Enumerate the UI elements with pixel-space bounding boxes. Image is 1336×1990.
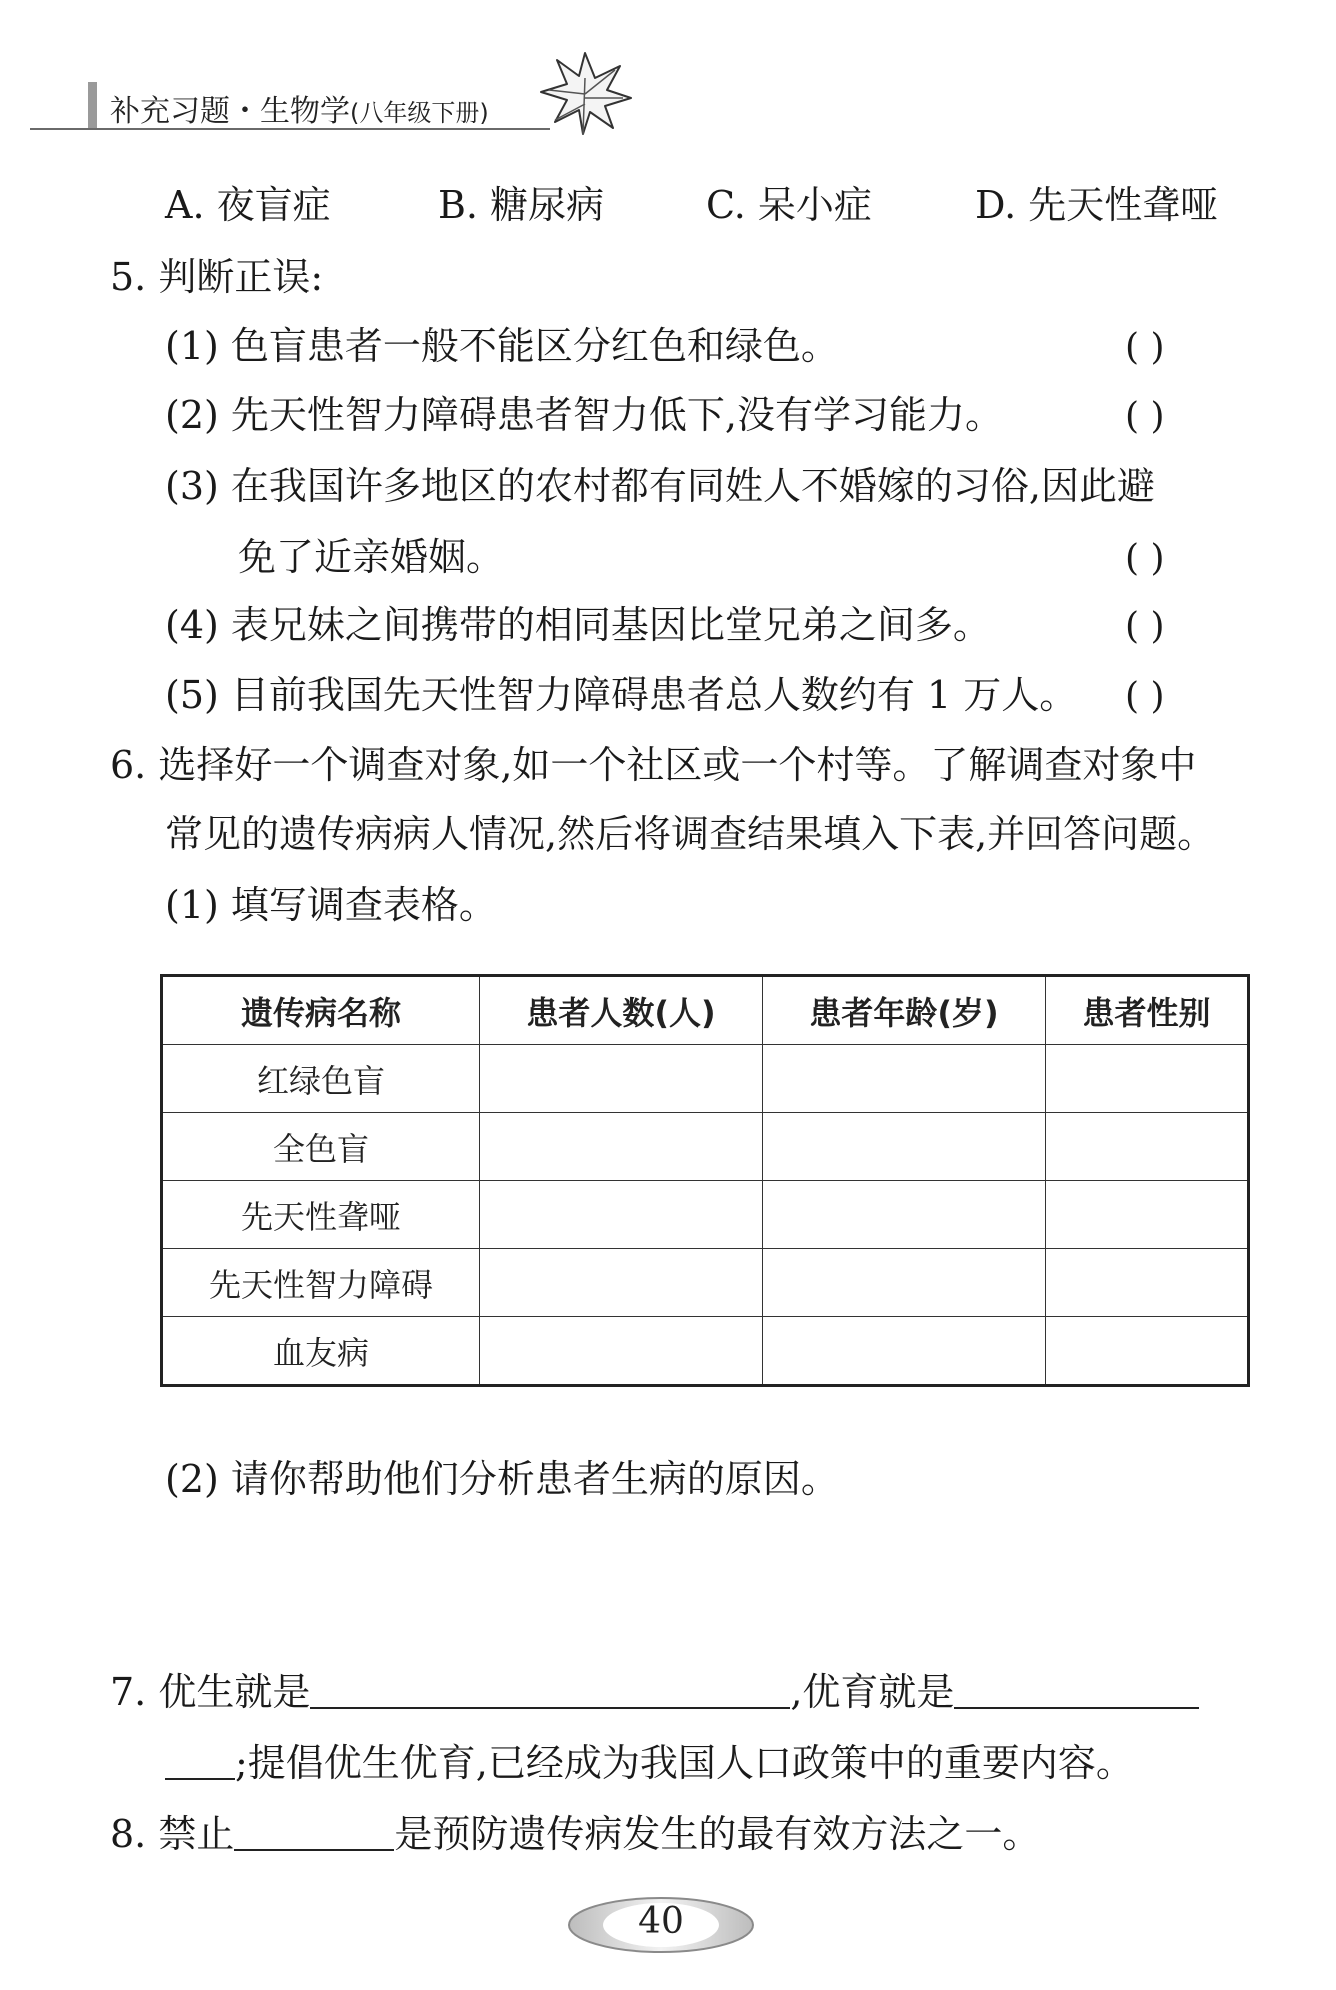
- table-row: [162, 1045, 1249, 1113]
- column-header: 患者性别: [1046, 976, 1249, 1045]
- header-title: [110, 86, 489, 130]
- q7-text-3: ;提倡优生优育,已经成为我国人口政策中的重要内容。: [235, 1741, 1134, 1785]
- q5-item-2: [165, 393, 1004, 437]
- patient-count-cell[interactable]: [480, 1249, 763, 1317]
- q6-line-1: 6. 选择好一个调查对象,如一个社区或一个村等。了解调查对象中: [110, 743, 1197, 787]
- disease-name: 先天性智力障碍: [162, 1249, 480, 1317]
- option-d: D. 先天性聋哑: [975, 183, 1219, 227]
- q6-sub-1: (1) 填写调查表格。: [165, 883, 497, 927]
- q8-line: [110, 1812, 1041, 1856]
- item-number: (4): [165, 603, 219, 647]
- answer-blank[interactable]: [165, 1744, 235, 1780]
- item-text: 色盲患者一般不能区分红色和绿色。: [230, 324, 839, 368]
- patient-age-cell[interactable]: [763, 1045, 1046, 1113]
- item-number: (1): [165, 324, 219, 368]
- item-text: 目前我国先天性智力障碍患者总人数约有 1 万人。: [230, 673, 1078, 717]
- q5-title: 5. 判断正误:: [110, 255, 324, 299]
- answer-bracket: ( ): [1125, 606, 1165, 647]
- patient-age-cell[interactable]: [763, 1113, 1046, 1181]
- book-title: 补充习题・生物学: [110, 94, 350, 129]
- item-number: (3): [165, 464, 219, 508]
- table-row: [162, 1317, 1249, 1386]
- answer-bracket: ( ): [1125, 327, 1165, 368]
- q7-line-1: [110, 1670, 1199, 1714]
- patient-age-cell[interactable]: [763, 1249, 1046, 1317]
- survey-table: [160, 974, 1250, 1387]
- answer-blank[interactable]: [310, 1673, 790, 1709]
- disease-name: 全色盲: [162, 1113, 480, 1181]
- patient-count-cell[interactable]: [480, 1113, 763, 1181]
- option-b: B. 糖尿病: [438, 183, 605, 227]
- q5-item-4: [165, 603, 991, 647]
- q7-line-2: [165, 1741, 1134, 1785]
- disease-name: 红绿色盲: [162, 1045, 480, 1113]
- column-header: 患者年龄(岁): [763, 976, 1046, 1045]
- q8-text-2: 是预防遗传病发生的最有效方法之一。: [394, 1812, 1041, 1856]
- item-number: (2): [165, 393, 219, 437]
- item-number: (5): [165, 673, 219, 717]
- table-row: [162, 1181, 1249, 1249]
- table-header-row: [162, 976, 1249, 1045]
- disease-name: 先天性聋哑: [162, 1181, 480, 1249]
- patient-age-cell[interactable]: [763, 1181, 1046, 1249]
- q7-text-2: ,优育就是: [790, 1670, 955, 1714]
- answer-blank[interactable]: [954, 1673, 1199, 1709]
- option-c: C. 呆小症: [706, 183, 872, 227]
- item-text: 表兄妹之间携带的相同基因比堂兄弟之间多。: [230, 603, 991, 647]
- book-subtitle: (八年级下册): [350, 99, 489, 127]
- q7-text-1: 7. 优生就是: [110, 1670, 311, 1714]
- answer-bracket: ( ): [1125, 538, 1165, 579]
- patient-sex-cell[interactable]: [1046, 1113, 1249, 1181]
- q8-text-1: 8. 禁止: [110, 1812, 235, 1856]
- patient-sex-cell[interactable]: [1046, 1249, 1249, 1317]
- patient-age-cell[interactable]: [763, 1317, 1046, 1386]
- patient-count-cell[interactable]: [480, 1181, 763, 1249]
- patient-count-cell[interactable]: [480, 1317, 763, 1386]
- column-header: 遗传病名称: [162, 976, 480, 1045]
- leaf-icon: [535, 48, 635, 138]
- item-text: 先天性智力障碍患者智力低下,没有学习能力。: [230, 393, 1004, 437]
- disease-name: 血友病: [162, 1317, 480, 1386]
- patient-sex-cell[interactable]: [1046, 1045, 1249, 1113]
- patient-sex-cell[interactable]: [1046, 1317, 1249, 1386]
- table-row: [162, 1249, 1249, 1317]
- q5-item-5: [165, 673, 1078, 717]
- patient-count-cell[interactable]: [480, 1045, 763, 1113]
- q6-line-2: 常见的遗传病病人情况,然后将调查结果填入下表,并回答问题。: [165, 812, 1216, 856]
- header-bar: [88, 82, 97, 128]
- q6-sub-2: (2) 请你帮助他们分析患者生病的原因。: [165, 1457, 839, 1501]
- option-a: A. 夜盲症: [165, 183, 331, 227]
- answer-bracket: ( ): [1125, 396, 1165, 437]
- table-row: [162, 1113, 1249, 1181]
- answer-blank[interactable]: [234, 1815, 394, 1851]
- q5-item-1: [165, 324, 839, 368]
- q5-item-3: [165, 464, 1156, 508]
- patient-sex-cell[interactable]: [1046, 1181, 1249, 1249]
- q5-item-3-cont: 免了近亲婚姻。: [238, 535, 505, 579]
- item-text: 在我国许多地区的农村都有同姓人不婚嫁的习俗,因此避: [230, 464, 1156, 508]
- answer-bracket: ( ): [1125, 676, 1165, 717]
- page-number: 40: [638, 1901, 684, 1942]
- column-header: 患者人数(人): [480, 976, 763, 1045]
